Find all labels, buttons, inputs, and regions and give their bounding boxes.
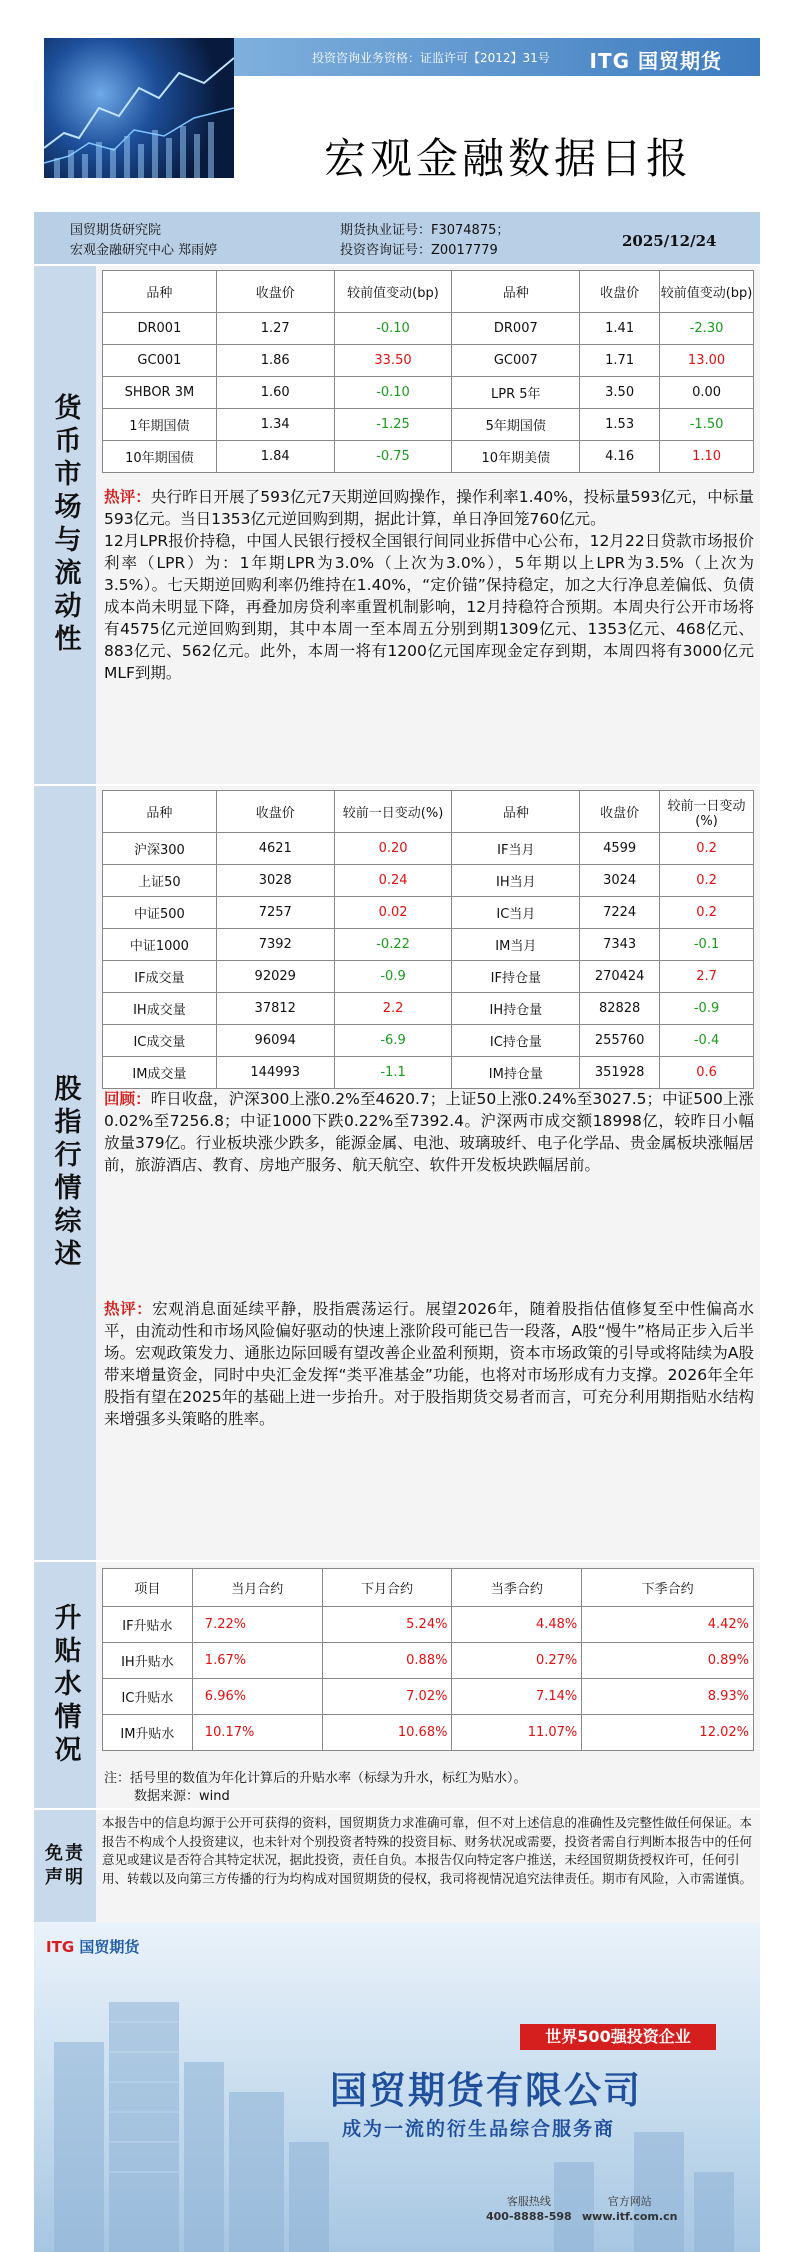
table-cell: SHBOR 3M xyxy=(103,377,217,409)
basis-section xyxy=(34,1562,760,1808)
column-header: 下月合约 xyxy=(322,1569,452,1607)
table-cell: -6.9 xyxy=(334,1025,452,1057)
table-cell: 0.2 xyxy=(660,833,754,865)
consult-number: 投资咨询证号：Z0017779 xyxy=(340,243,498,258)
column-header: 收盘价 xyxy=(216,271,334,313)
table-cell: 0.88% xyxy=(322,1643,452,1679)
table-cell: -0.10 xyxy=(334,313,452,345)
table-cell: 0.20 xyxy=(334,833,452,865)
data-source: 数据来源：wind xyxy=(134,1789,230,1804)
table-cell: 1.53 xyxy=(580,409,660,441)
website-block: 官方网站 www.itf.com.cn xyxy=(582,2195,678,2223)
table-row xyxy=(103,409,754,441)
table-cell: DR001 xyxy=(103,313,217,345)
table-cell: 7.14% xyxy=(452,1679,582,1715)
table-cell: -0.10 xyxy=(334,377,452,409)
table-cell: IF持仓量 xyxy=(452,961,580,993)
table-cell: IM成交量 xyxy=(103,1057,217,1089)
table-cell: 1.86 xyxy=(216,345,334,377)
analyst-name: 宏观金融研究中心 郑雨婷 xyxy=(70,243,218,258)
table-cell: -0.22 xyxy=(334,929,452,961)
column-header: 品种 xyxy=(452,791,580,833)
table-row xyxy=(103,929,754,961)
table-cell: 1.41 xyxy=(580,313,660,345)
company-banner xyxy=(34,1922,760,2252)
stock-review xyxy=(104,1088,754,1176)
basis-note: 注：括号里的数值为年化计算后的升贴水率（标绿为升水，标红为贴水）。 xyxy=(104,1771,527,1786)
column-header: 当月合约 xyxy=(192,1569,322,1607)
table-cell: 沪深300 xyxy=(103,833,217,865)
column-header: 品种 xyxy=(103,271,217,313)
table-cell: 4.42% xyxy=(582,1607,754,1643)
column-header: 下季合约 xyxy=(582,1569,754,1607)
table-cell: IF升贴水 xyxy=(103,1607,193,1643)
table-cell: 11.07% xyxy=(452,1715,582,1751)
stock-index-side-label: 股指行情综述 xyxy=(34,786,96,1560)
column-header: 收盘价 xyxy=(580,271,660,313)
table-cell: -1.1 xyxy=(334,1057,452,1089)
table-cell: 0.89% xyxy=(582,1643,754,1679)
report-title: 宏观金融数据日报 xyxy=(324,134,693,183)
table-cell: 6.96% xyxy=(192,1679,322,1715)
table-row xyxy=(103,1643,754,1679)
table-cell: IM持仓量 xyxy=(452,1057,580,1089)
table-row xyxy=(103,993,754,1025)
table-cell: 255760 xyxy=(580,1025,660,1057)
money-market-table xyxy=(102,270,754,473)
table-cell: 7.02% xyxy=(322,1679,452,1715)
table-cell: 2.2 xyxy=(334,993,452,1025)
table-cell: 3.50 xyxy=(580,377,660,409)
table-cell: GC007 xyxy=(452,345,580,377)
hotline-block: 客服热线 400-8888-598 xyxy=(486,2195,572,2223)
table-cell: IH当月 xyxy=(452,865,580,897)
table-cell: 1.60 xyxy=(216,377,334,409)
table-cell: IH持仓量 xyxy=(452,993,580,1025)
table-cell: 7224 xyxy=(580,897,660,929)
report-page xyxy=(34,30,760,2252)
table-cell: -0.9 xyxy=(660,993,754,1025)
table-row xyxy=(103,441,754,473)
author-info-bar xyxy=(34,212,760,264)
disclaimer-side-label: 免责声明 xyxy=(34,1810,96,1922)
basis-side-label: 升贴水情况 xyxy=(34,1562,96,1808)
table-cell: 1.84 xyxy=(216,441,334,473)
table-cell: 270424 xyxy=(580,961,660,993)
table-cell: IM当月 xyxy=(452,929,580,961)
org-name: 国贸期货研究院 xyxy=(70,223,162,238)
banner-logo: ITG 国贸期货 xyxy=(46,1938,140,1956)
table-cell: GC001 xyxy=(103,345,217,377)
table-row xyxy=(103,377,754,409)
table-cell: 上证50 xyxy=(103,865,217,897)
table-cell: 5年期国债 xyxy=(452,409,580,441)
disclaimer-text: 本报告中的信息均源于公开可获得的资料，国贸期货力求准确可靠，但不对上述信息的准确性及完整性做任何保证。本报告不构成个人投资建议，也未针对个别投资者特殊的投资目标、财务状况或需要，投资者需自行判断本报告中的任何意见或建议是否符合其特定状况，据此投资，责任自负。本报告仅向特定客户推送，未经国贸期货授权许可，任何引用、转载以及向第三方传播的行为均构成对国贸期货的侵权，我司将视情况追究法律责任。期市有风险，入市需谨慎。 xyxy=(102,1815,753,1886)
table-cell: 7392 xyxy=(216,929,334,961)
money-market-side-label: 货币市场与流动性 xyxy=(34,266,96,784)
column-header: 收盘价 xyxy=(580,791,660,833)
column-header: 收盘价 xyxy=(216,791,334,833)
table-cell: 96094 xyxy=(216,1025,334,1057)
table-cell: 5.24% xyxy=(322,1607,452,1643)
table-row xyxy=(103,313,754,345)
stock-comment-text: 宏观消息面延续平静，股指震荡运行。展望2026年，随着股指估值修复至中性偏高水平，由流动性和市场风险偏好驱动的快速上涨阶段可能已告一段落，A股“慢牛”格局正步入后半场。宏观政策发力、通胀边际回暖有望改善企业盈利预期，资本市场政策的引导或将陆续为A股带来增量资金，同时中央汇金发挥“类平准基金”功能，也将对市场形成有力支撑。2026年全年股指有望在2025年的基础上进一步抬升。对于股指期货交易者而言，可充分利用期指贴水结构来增强多头策略的胜率。 xyxy=(104,1300,754,1428)
stock-comment xyxy=(104,1298,754,1430)
table-cell: -2.30 xyxy=(660,313,754,345)
table-cell: IC持仓量 xyxy=(452,1025,580,1057)
table-cell: 中证500 xyxy=(103,897,217,929)
company-slogan: 成为一流的衍生品综合服务商 xyxy=(342,2118,616,2140)
table-cell: IF当月 xyxy=(452,833,580,865)
table-cell: 0.2 xyxy=(660,865,754,897)
table-row xyxy=(103,1607,754,1643)
table-cell: 10.17% xyxy=(192,1715,322,1751)
money-comment-p2: 12月LPR报价持稳，中国人民银行授权全国银行间同业拆借中心公布，12月22日贷款市场报价利率（LPR）为：1年期LPR为3.0%（上次为3.0%），5年期以上LPR为3.5%（上次为3.5%）。七天期逆回购利率仍维持在1.40%，“定价锚”保持稳定，加之大行净息差偏低、负债成本尚未明显下降，再叠加房贷利率重置机制影响，12月持稳符合预期。本周央行公开市场将有4575亿元逆回购到期，其中本周一至本周五分别到期1309亿元、1353亿元、468亿元、883亿元、562亿元。此外，本周一将有1200亿元国库现金定存到期，本周四将有3000亿元MLF到期。 xyxy=(104,532,754,682)
money-comment-p1: 央行昨日开展了593亿元7天期逆回购操作，操作利率1.40%，投标量593亿元，中标量593亿元。当日1353亿元逆回购到期，据此计算，单日净回笼760亿元。 xyxy=(104,488,754,528)
table-cell: 10.68% xyxy=(322,1715,452,1751)
table-cell: 33.50 xyxy=(334,345,452,377)
report-header xyxy=(34,30,760,210)
disclaimer-section xyxy=(34,1810,760,1922)
table-cell: 10年期美债 xyxy=(452,441,580,473)
table-cell: -0.4 xyxy=(660,1025,754,1057)
table-cell: 7343 xyxy=(580,929,660,961)
table-cell: 0.2 xyxy=(660,897,754,929)
table-cell: 8.93% xyxy=(582,1679,754,1715)
report-date: 2025/12/24 xyxy=(622,232,717,250)
table-cell: 0.27% xyxy=(452,1643,582,1679)
table-cell: 82828 xyxy=(580,993,660,1025)
review-label: 回顾： xyxy=(104,1090,151,1108)
column-header: 当季合约 xyxy=(452,1569,582,1607)
table-cell: IC成交量 xyxy=(103,1025,217,1057)
stock-index-table xyxy=(102,790,754,1089)
table-cell: IH成交量 xyxy=(103,993,217,1025)
money-market-section xyxy=(34,266,760,784)
table-cell: 0.00 xyxy=(660,377,754,409)
money-comment xyxy=(104,486,754,684)
column-header: 较前一日变动(%) xyxy=(334,791,452,833)
table-row xyxy=(103,961,754,993)
stock-review-text: 昨日收盘，沪深300上涨0.2%至4620.7；上证50上涨0.24%至3027.5；中证500上涨0.02%至7256.8；中证1000下跌0.22%至7392.4。沪深两市成交额18998亿，较昨日小幅放量379亿。行业板块涨少跌多，能源金属、电池、玻璃玻纤、电子化学品、贵金属板块涨幅居前，旅游酒店、教育、房地产服务、航天航空、软件开发板块跌幅居前。 xyxy=(104,1090,754,1174)
table-row xyxy=(103,1715,754,1751)
table-cell: 1.67% xyxy=(192,1643,322,1679)
table-cell: -0.75 xyxy=(334,441,452,473)
table-cell: 351928 xyxy=(580,1057,660,1089)
stock-index-section xyxy=(34,786,760,1560)
table-cell: DR007 xyxy=(452,313,580,345)
table-cell: IH升贴水 xyxy=(103,1643,193,1679)
table-cell: 1.34 xyxy=(216,409,334,441)
table-cell: 10年期国债 xyxy=(103,441,217,473)
fortune500-tag: 世界500强投资企业 xyxy=(520,2024,716,2050)
table-cell: 7.22% xyxy=(192,1607,322,1643)
table-cell: 1.10 xyxy=(660,441,754,473)
table-cell: 12.02% xyxy=(582,1715,754,1751)
license-number: 期货执业证号：F3074875； xyxy=(340,223,510,238)
company-name: 国贸期货有限公司 xyxy=(330,2069,642,2112)
table-cell: 3024 xyxy=(580,865,660,897)
header-band xyxy=(234,38,760,76)
table-cell: 4599 xyxy=(580,833,660,865)
table-row xyxy=(103,833,754,865)
table-cell: LPR 5年 xyxy=(452,377,580,409)
table-cell: 0.24 xyxy=(334,865,452,897)
table-cell: 4.16 xyxy=(580,441,660,473)
table-cell: 4621 xyxy=(216,833,334,865)
table-cell: -1.25 xyxy=(334,409,452,441)
table-row xyxy=(103,1679,754,1715)
table-row xyxy=(103,865,754,897)
table-cell: 13.00 xyxy=(660,345,754,377)
table-cell: 1.27 xyxy=(216,313,334,345)
table-cell: 7257 xyxy=(216,897,334,929)
basis-table xyxy=(102,1568,754,1751)
table-cell: 中证1000 xyxy=(103,929,217,961)
table-cell: IM升贴水 xyxy=(103,1715,193,1751)
table-cell: IC升贴水 xyxy=(103,1679,193,1715)
table-cell: 2.7 xyxy=(660,961,754,993)
column-header: 较前值变动(bp) xyxy=(334,271,452,313)
column-header: 较前值变动(bp) xyxy=(660,271,754,313)
column-header: 较前一日变动(%) xyxy=(660,791,754,833)
comment-label: 热评： xyxy=(104,488,151,506)
column-header: 品种 xyxy=(103,791,217,833)
table-row xyxy=(103,345,754,377)
column-header: 品种 xyxy=(452,271,580,313)
table-row xyxy=(103,1025,754,1057)
table-cell: -0.1 xyxy=(660,929,754,961)
table-cell: 3028 xyxy=(216,865,334,897)
table-cell: IF成交量 xyxy=(103,961,217,993)
table-cell: 0.6 xyxy=(660,1057,754,1089)
table-row xyxy=(103,1057,754,1089)
table-cell: -1.50 xyxy=(660,409,754,441)
comment-label: 热评： xyxy=(104,1300,153,1318)
table-cell: 144993 xyxy=(216,1057,334,1089)
column-header: 项目 xyxy=(103,1569,193,1607)
table-cell: 1年期国债 xyxy=(103,409,217,441)
table-cell: 37812 xyxy=(216,993,334,1025)
qualification-text: 投资咨询业务资格：证监许可【2012】31号 xyxy=(312,51,550,65)
company-logo: ITG 国贸期货 xyxy=(589,49,722,73)
table-cell: 0.02 xyxy=(334,897,452,929)
table-cell: IC当月 xyxy=(452,897,580,929)
table-cell: 1.71 xyxy=(580,345,660,377)
table-row xyxy=(103,897,754,929)
table-cell: 4.48% xyxy=(452,1607,582,1643)
table-cell: -0.9 xyxy=(334,961,452,993)
header-chart-image xyxy=(44,38,234,178)
table-cell: 92029 xyxy=(216,961,334,993)
